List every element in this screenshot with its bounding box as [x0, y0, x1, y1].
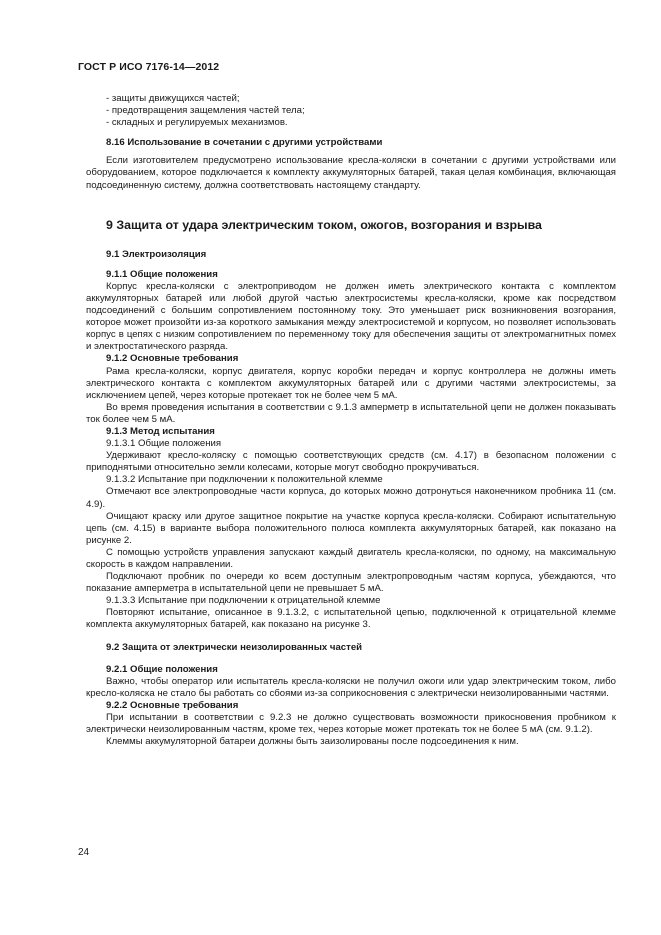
section-9-1-3-2-text-2: Очищают краску или другое защитное покрытие на участке корпуса кресла-коляски. Собирают испытательную цепь (см. 4.15) в варианте выбора положительного полюса комплекта аккумуляторных батарей, как показано на рисунке 2. — [86, 510, 616, 546]
section-9-1-3-2-title: 9.1.3.2 Испытание при подключении к положительной клемме — [106, 474, 383, 486]
document-body — [86, 93, 616, 748]
section-9-2-title: 9.2 Защита от электрически неизолированных частей — [106, 641, 363, 653]
section-8-16-text: Если изготовителем предусмотрено использование кресла-коляски в сочетании с другими устройствами или оборудованием, которое подключается к комплекту аккумуляторных батарей, такая целая комбинация, включающая подсоединенную систему, должна соответствовать настоящему стандарту. — [86, 155, 616, 191]
list-item: - складных и регулируемых механизмов. — [106, 117, 288, 129]
section-9-1-3-3-title: 9.1.3.3 Испытание при подключении к отрицательной клемме — [106, 595, 381, 607]
section-9-1-1-text: Корпус кресла-коляски с электроприводом не должен иметь электрического контакта с комплектом аккумуляторных батарей или любой другой частью электросистемы кресла-коляски, кроме как посредством подсоединений с большим сопротивлением постоянному току. Это уменьшает риск возникновения возгорания, которое может произойти из-за короткого замыкания между электросистемой и корпусом, но позволяет использовать корпус в цепях с низким сопротивлением по переменному току для обеспечения защиты от электромагнитных помех и электростатического разряда. — [86, 280, 616, 353]
list-item: - защиты движущихся частей; — [106, 93, 240, 104]
section-8-16-title: 8.16 Использование в сочетании с другими устройствами — [106, 137, 383, 149]
section-9-1-1-title: 9.1.1 Общие положения — [106, 268, 218, 280]
page-number: 24 — [78, 847, 90, 858]
section-9-1-2-text-2: Во время проведения испытания в соответствии с 9.1.3 амперметр в испытательной цепи не должен показывать ток более чем 5 мА. — [86, 401, 616, 425]
section-9-1-title: 9.1 Электроизоляция — [106, 248, 207, 260]
section-9-2-2-text-2: Клеммы аккумуляторной батареи должны быть заизолированы после подсоединения к ним. — [106, 736, 519, 748]
section-9-1-3-3-text: Повторяют испытание, описанное в 9.1.3.2, с испытательной цепью, подключенной к отрицательной клемме комплекта аккумуляторных батарей, как показано на рисунке 3. — [86, 607, 616, 631]
section-9-title: 9 Защита от удара электрическим током, ожогов, возгорания и взрыва — [106, 217, 542, 232]
section-9-2-1-text: Важно, чтобы оператор или испытатель кресла-коляски не получил ожоги или удар электрическим током, либо кресло-коляска не стало бы работать со сбоями из-за соприкосновения с электрически неизолированными частями. — [86, 675, 616, 699]
section-9-1-3-2-text-3: С помощью устройств управления запускают каждый двигатель кресла-коляски, по одному, на максимальную скорость в каждом направлении. — [86, 546, 616, 570]
section-9-2-1-title: 9.2.1 Общие положения — [106, 663, 218, 675]
document-header: ГОСТ Р ИСО 7176-14—2012 — [78, 61, 220, 73]
section-9-1-3-title: 9.1.3 Метод испытания — [106, 425, 215, 437]
section-9-2-2-text-1: При испытании в соответствии с 9.2.3 не должно существовать возможности прикосновения пробником к электрически неизолированным частям, кроме тех, через которые может протекать ток не более 5 мА (см. 9.1.2). — [86, 712, 616, 736]
section-9-1-2-text-1: Рама кресла-коляски, корпус двигателя, корпус коробки передач и корпус контроллера не должны иметь электрического контакта с комплектом аккумуляторных батарей или с другими частями электросистемы, за исключением цепей, через которые протекает ток не более чем 5 мА. — [86, 365, 616, 401]
list-item: - предотвращения защемления частей тела; — [106, 105, 305, 117]
section-9-1-3-1-text: Удерживают кресло-коляску с помощью соответствующих средств (см. 4.17) в безопасном положении с приподнятыми относительно земли колесами, которые могут свободно прокручиваться. — [86, 450, 616, 474]
section-9-1-3-1-title: 9.1.3.1 Общие положения — [106, 438, 222, 450]
section-9-1-3-2-text-1: Отмечают все электропроводные части корпуса, до которых можно дотронуться наконечником пробника 11 (см. 4.9). — [86, 486, 616, 510]
section-9-1-3-2-text-4: Подключают пробник по очереди ко всем доступным электропроводным частям корпуса, убеждаются, что показание амперметра в испытательной цепи не превышает 5 мА. — [86, 571, 616, 595]
section-9-1-2-title: 9.1.2 Основные требования — [106, 353, 239, 365]
section-9-2-2-title: 9.2.2 Основные требования — [106, 699, 239, 711]
